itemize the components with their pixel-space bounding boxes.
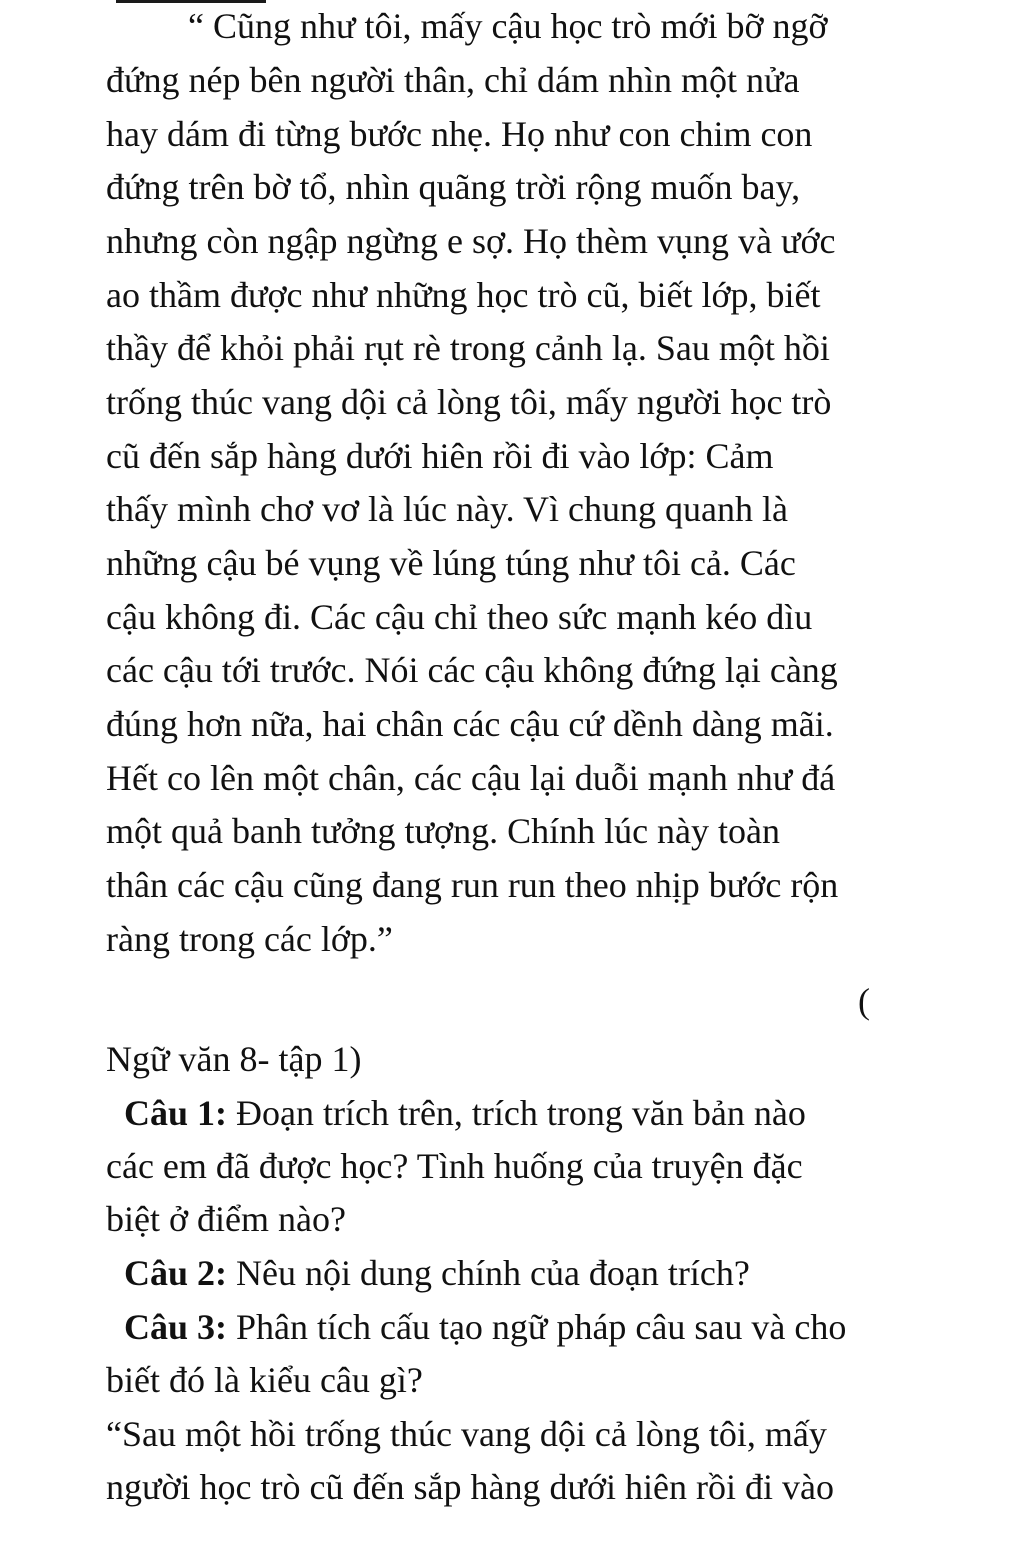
question-1-text: Đoạn trích trên, trích trong văn bản nào: [227, 1093, 806, 1133]
passage-line: nhưng còn ngập ngừng e sợ. Họ thèm vụng và ước: [106, 221, 836, 261]
passage-line: Hết co lên một chân, các cậu lại duỗi mạnh như đá: [106, 758, 836, 798]
passage-line: “ Cũng như tôi, mấy cậu học trò mới bỡ ngỡ: [188, 6, 828, 46]
question-1-line: biệt ở điểm nào?: [106, 1199, 346, 1239]
passage-line: những cậu bé vụng về lúng túng như tôi cả. Các: [106, 543, 796, 583]
question-1-label: Câu 1:: [124, 1093, 228, 1133]
passage-line: ao thầm được như những học trò cũ, biết lớp, biết: [106, 275, 821, 315]
question-3-quote-line: người học trò cũ đến sắp hàng dưới hiên rồi đi vào: [106, 1467, 834, 1507]
source-paren-open: (: [858, 981, 870, 1021]
passage-line: cậu không đi. Các cậu chỉ theo sức mạnh kéo dìu: [106, 597, 813, 637]
passage-line: đứng trên bờ tổ, nhìn quãng trời rộng muốn bay,: [106, 167, 801, 207]
question-3: [124, 1304, 846, 1350]
question-3-quote-line: “Sau một hồi trống thúc vang dội cả lòng tôi, mấy: [106, 1414, 827, 1454]
source-citation: Ngữ văn 8- tập 1): [106, 1039, 362, 1079]
passage-line: các cậu tới trước. Nói các cậu không đứng lại càng: [106, 650, 838, 690]
question-1-line: các em đã được học? Tình huống của truyện đặc: [106, 1146, 803, 1186]
passage-line: trống thúc vang dội cả lòng tôi, mấy người học trò: [106, 382, 832, 422]
question-3-line: biết đó là kiểu câu gì?: [106, 1360, 423, 1400]
question-2-text: Nêu nội dung chính của đoạn trích?: [227, 1253, 750, 1293]
passage-line: đứng nép bên người thân, chỉ dám nhìn một nửa: [106, 60, 800, 100]
passage-line: hay dám đi từng bước nhẹ. Họ như con chim con: [106, 114, 813, 154]
question-3-text: Phân tích cấu tạo ngữ pháp câu sau và cho: [227, 1307, 847, 1347]
question-2-label: Câu 2:: [124, 1253, 228, 1293]
question-1: [124, 1090, 806, 1136]
passage-line: thấy mình chơ vơ là lúc này. Vì chung quanh là: [106, 489, 788, 529]
passage-line: thân các cậu cũng đang run run theo nhịp bước rộn: [106, 865, 839, 905]
passage-line: một quả banh tưởng tượng. Chính lúc này toàn: [106, 811, 781, 851]
passage-line: thầy để khỏi phải rụt rè trong cảnh lạ. Sau một hồi: [106, 328, 830, 368]
passage-line: cũ đến sắp hàng dưới hiên rồi đi vào lớp: Cảm: [106, 436, 774, 476]
passage-line: ràng trong các lớp.”: [106, 919, 393, 959]
passage-line: đúng hơn nữa, hai chân các cậu cứ dềnh dàng mãi.: [106, 704, 834, 744]
question-3-label: Câu 3:: [124, 1307, 228, 1347]
question-2: [124, 1250, 750, 1296]
